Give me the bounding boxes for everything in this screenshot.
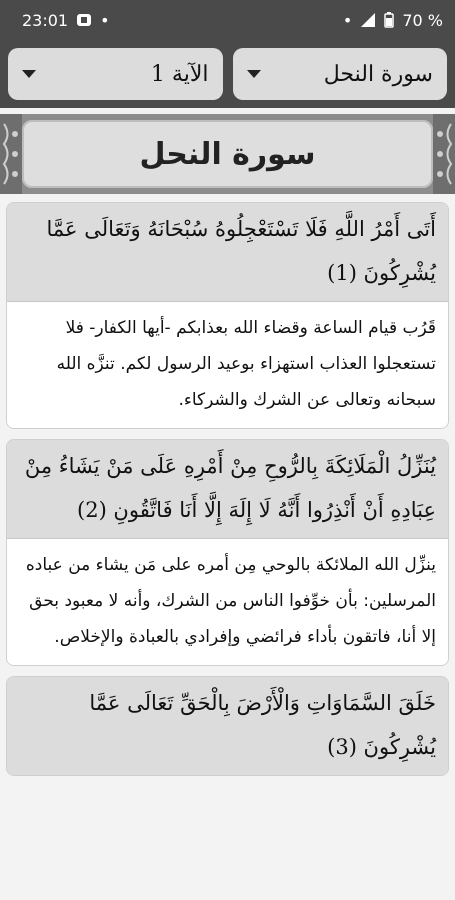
app-notification-icon — [76, 13, 92, 27]
surah-title: سورة النحل — [22, 120, 433, 188]
surah-banner — [0, 114, 455, 194]
ayah-card[interactable] — [6, 202, 449, 429]
status-bar — [0, 0, 455, 40]
ayah-text: يُنَزِّلُ الْمَلَائِكَةَ بِالرُّوحِ مِنْ أَمْرِهِ عَلَى مَنْ يَشَاءُ مِنْ عِبَادِهِ أَنْ أَنْذِرُوا أَنَّهُ لَا إِلَهَ إِلَّا أَنَا فَاتَّقُونِ (2) — [7, 440, 448, 538]
dot-icon: • — [100, 10, 110, 30]
selector-bar — [0, 40, 455, 108]
status-left — [22, 11, 110, 30]
signal-icon — [360, 12, 376, 28]
tafsir-text: ينزِّل الله الملائكة بالوحي مِن أمره على مَن يشاء من عباده المرسلين: بأن خوِّفوا الناس من الشرك، وأنه لا معبود بحق إلا أنا، فاتقون بأداء فرائضي وإفرادي بالعبادة والإخلاص. — [7, 538, 448, 665]
ayah-text: خَلَقَ السَّمَاوَاتِ وَالْأَرْضَ بِالْحَقِّ تَعَالَى عَمَّا يُشْرِكُونَ (3) — [7, 677, 448, 775]
chevron-down-icon — [247, 70, 261, 78]
ornament-left-icon — [0, 114, 22, 194]
surah-select-value: سورة النحل — [323, 61, 433, 87]
ayah-card[interactable] — [6, 676, 449, 776]
chevron-down-icon — [22, 70, 36, 78]
battery-icon — [384, 12, 394, 28]
status-right — [343, 11, 443, 30]
tafsir-text: قَرُب قيام الساعة وقضاء الله بعذابكم -أيها الكفار- فلا تستعجلوا العذاب استهزاء بوعيد الرسول لكم. تنزَّه الله سبحانه وتعالى عن الشرك والشركاء. — [7, 301, 448, 428]
surah-select[interactable] — [233, 48, 448, 100]
dot-icon: • — [342, 10, 353, 30]
ayah-list — [0, 194, 455, 776]
ayah-card[interactable] — [6, 439, 449, 666]
ornament-right-icon — [433, 114, 455, 194]
clock: 23:01 — [22, 10, 69, 30]
ayah-select[interactable] — [8, 48, 223, 100]
battery-percent: 70 % — [402, 10, 443, 30]
ayah-select-value: الآية 1 — [150, 61, 209, 87]
ayah-text: أَتَى أَمْرُ اللَّهِ فَلَا تَسْتَعْجِلُوهُ سُبْحَانَهُ وَتَعَالَى عَمَّا يُشْرِكُونَ (1) — [7, 203, 448, 301]
